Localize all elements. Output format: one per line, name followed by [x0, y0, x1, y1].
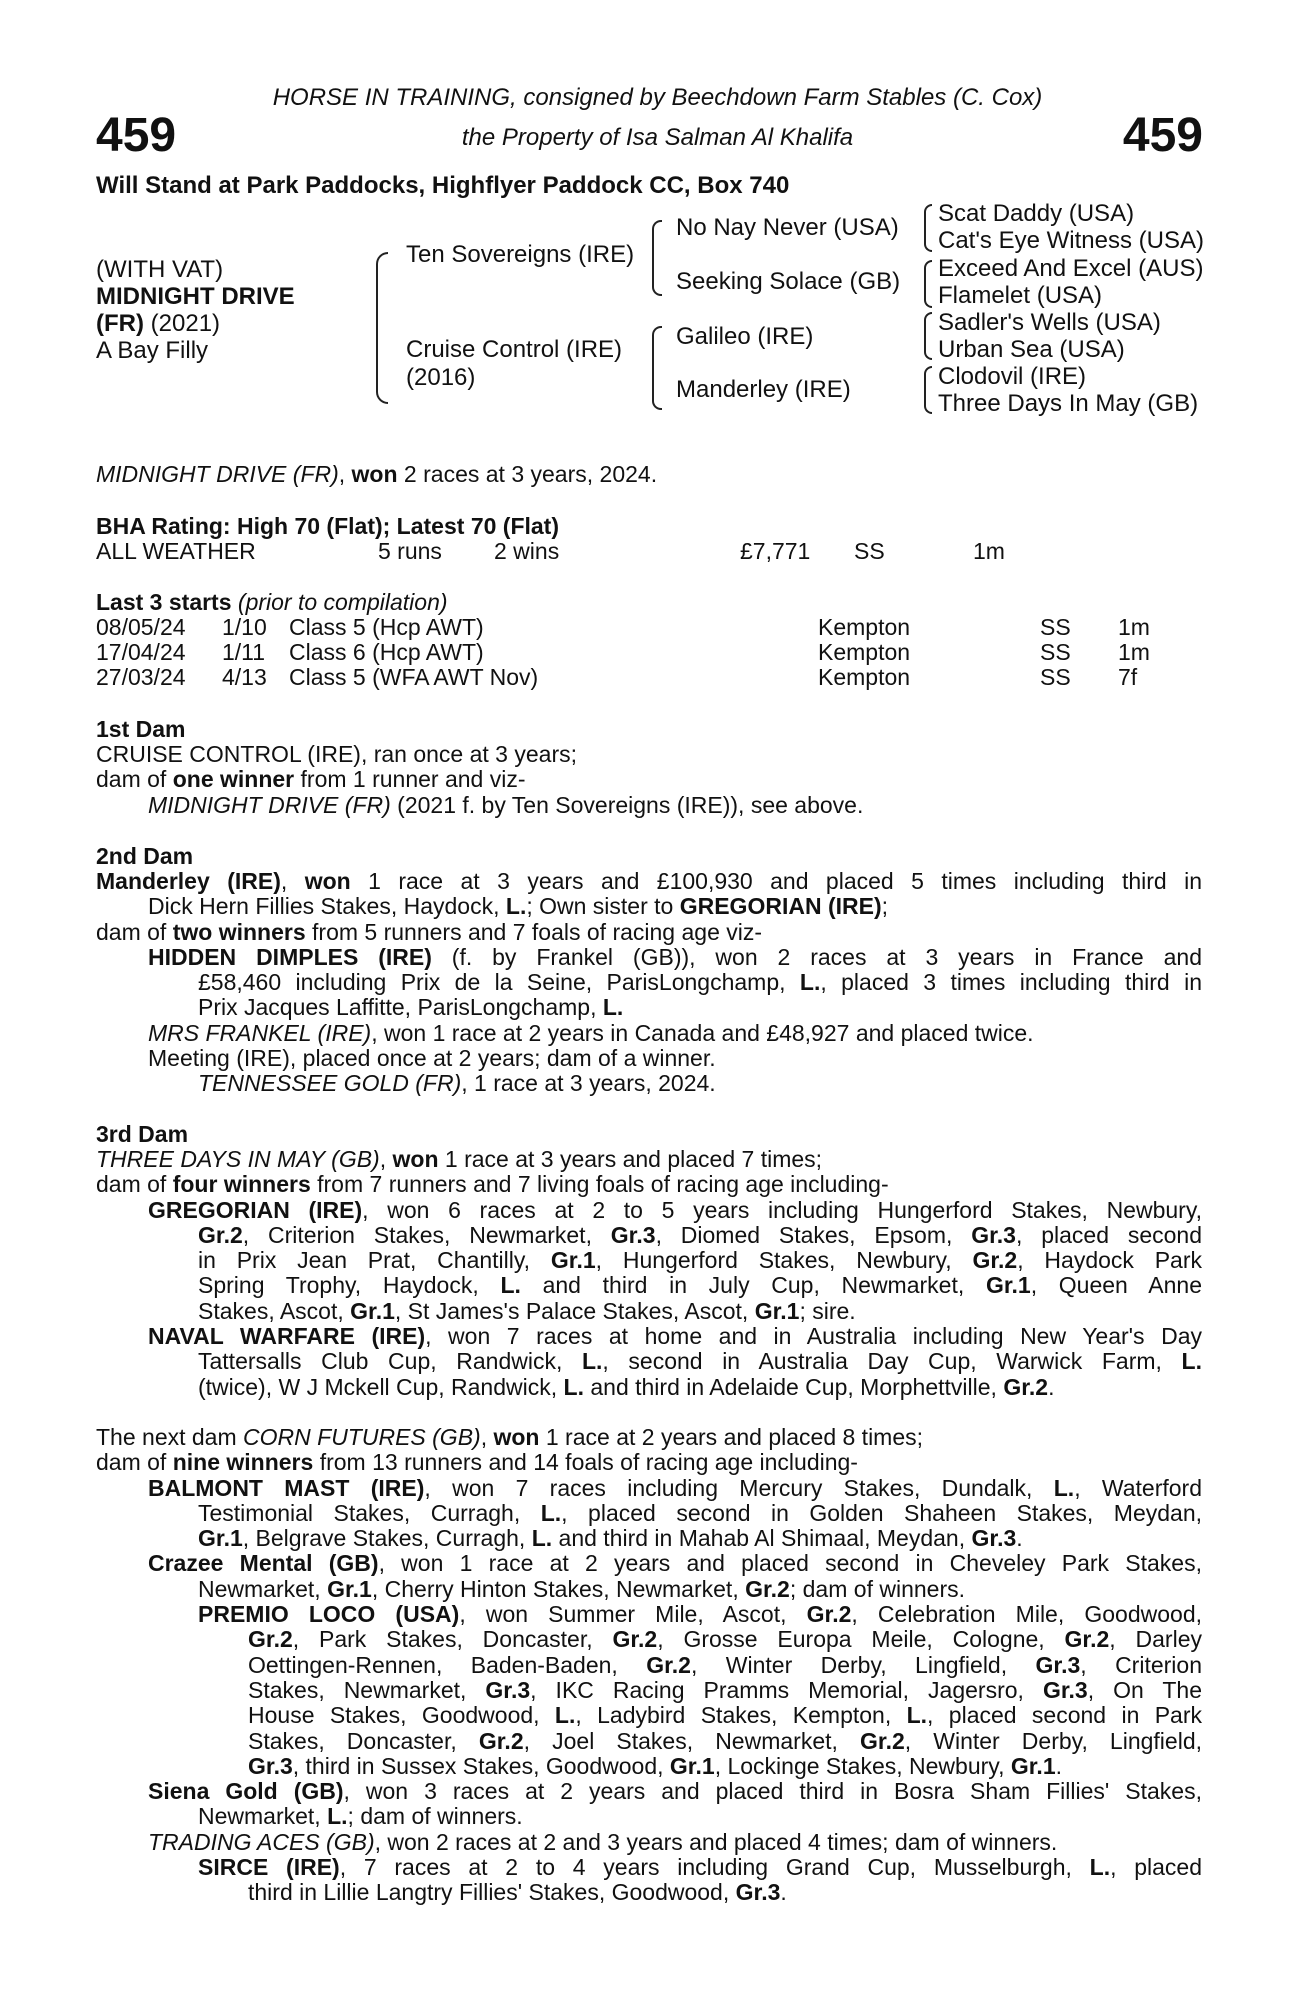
text-line: Dick Hern Fillies Stakes, Haydock, L.; Own sister to GREGORIAN (IRE); — [148, 893, 888, 920]
dss: Sadler's Wells (USA) — [938, 309, 1161, 336]
sire-sire: No Nay Never (USA) — [676, 214, 899, 241]
first-dam-foal: MIDNIGHT DRIVE (FR) (2021 f. by Ten Sovereigns (IRE)), see above. — [148, 792, 864, 818]
rating-earnings: £7,771 — [740, 538, 811, 564]
text-line: THREE DAYS IN MAY (GB), won 1 race at 3 years and placed 7 times; — [96, 1146, 823, 1172]
sire-dam: Seeking Solace (GB) — [676, 268, 901, 295]
second-dam-title: 2nd Dam — [96, 843, 194, 869]
text-line: Gr.2, Park Stakes, Doncaster, Gr.2, Grosse Europa Meile, Cologne, Gr.2, Darley — [248, 1626, 1202, 1653]
text-line: TRADING ACES (GB), won 2 races at 2 and 3 years and placed 4 times; dam of winners. — [148, 1828, 1058, 1855]
dam-sire: Galileo (IRE) — [676, 323, 814, 350]
start-course: Kempton — [818, 664, 911, 690]
start-pos: 1/10 — [222, 614, 267, 640]
text-line: Stakes, Newmarket, Gr.3, IKC Racing Pramms Memorial, Jagersro, Gr.3, On The — [248, 1676, 1202, 1703]
text-line: Testimonial Stakes, Curragh, L., placed second in Golden Shaheen Stakes, Meydan, — [198, 1499, 1203, 1526]
rating-going: SS — [854, 538, 885, 564]
text-line: third in Lillie Langtry Fillies' Stakes, Goodwood, Gr.3. — [248, 1879, 787, 1906]
dsd: Urban Sea (USA) — [938, 336, 1125, 363]
start-date: 08/05/24 — [96, 614, 186, 640]
start-going: SS — [1040, 664, 1071, 690]
dam-year: (2016) — [406, 364, 476, 391]
lot-number-left: 459 — [96, 109, 177, 162]
first-dam-title: 1st Dam — [96, 716, 186, 742]
rating-runs: 5 runs — [378, 538, 442, 564]
start-dist: 1m — [1118, 639, 1150, 665]
ddd: Three Days In May (GB) — [938, 390, 1199, 417]
start-race: Class 6 (Hcp AWT) — [289, 639, 484, 665]
rating-distance: 1m — [973, 538, 1005, 564]
start-race: Class 5 (WFA AWT Nov) — [289, 664, 539, 690]
start-pos: 4/13 — [222, 664, 267, 690]
last-starts-title: Last 3 starts (prior to compilation) — [96, 589, 448, 615]
start-dist: 1m — [1118, 614, 1150, 640]
start-date: 27/03/24 — [96, 664, 186, 690]
start-dist: 7f — [1118, 664, 1138, 690]
start-going: SS — [1040, 614, 1071, 640]
text-line: House Stakes, Goodwood, L., Ladybird Stakes, Kempton, L., placed second in Park — [248, 1702, 1203, 1729]
text-line: dam of four winners from 7 runners and 7 living foals of racing age including- — [96, 1171, 889, 1198]
ssd: Cat's Eye Witness (USA) — [938, 227, 1204, 254]
text-line: TENNESSEE GOLD (FR), 1 race at 3 years, 2024. — [198, 1070, 716, 1097]
dds: Clodovil (IRE) — [938, 363, 1087, 390]
dam: Cruise Control (IRE) — [406, 336, 623, 363]
start-date: 17/04/24 — [96, 639, 186, 665]
text-line: Gr.1, Belgrave Stakes, Curragh, L. and third in Mahab Al Shimaal, Meydan, Gr.3. — [198, 1525, 1023, 1552]
brace-sire — [652, 220, 662, 296]
first-dam-produce: dam of one winner from 1 runner and viz- — [96, 766, 526, 792]
brace-sd — [924, 260, 932, 308]
next-dam-text — [96, 1425, 1202, 1906]
text-line: Meeting (IRE), placed once at 2 years; dam of a winner. — [148, 1045, 716, 1072]
third-dam-text — [96, 1147, 1202, 1400]
text-line: GREGORIAN (IRE), won 6 races at 2 to 5 years including Hungerford Stakes, Newbury, — [148, 1196, 1202, 1223]
sdd: Flamelet (USA) — [938, 282, 1103, 309]
text-line: Siena Gold (GB), won 3 races at 2 years and placed third in Bosra Sham Fillies' Stakes, — [148, 1778, 1202, 1805]
lot-number-right: 459 — [1122, 109, 1203, 162]
text-line: Spring Trophy, Haydock, L. and third in July Cup, Newmarket, Gr.1, Queen Anne — [198, 1272, 1202, 1299]
horse-name: MIDNIGHT DRIVE — [96, 283, 295, 310]
second-dam-text — [96, 869, 1202, 1097]
text-line: Gr.3, third in Sussex Stakes, Goodwood, Gr.1, Lockinge Stakes, Newbury, Gr.1. — [248, 1752, 1063, 1779]
start-course: Kempton — [818, 614, 911, 640]
text-line: in Prix Jean Prat, Chantilly, Gr.1, Hungerford Stakes, Newbury, Gr.2, Haydock Park — [198, 1247, 1202, 1274]
brace-dd — [924, 366, 932, 414]
text-line: Oettingen-Rennen, Baden-Baden, Gr.2, Winter Derby, Lingfield, Gr.3, Criterion — [248, 1651, 1202, 1678]
first-dam-line: CRUISE CONTROL (IRE), ran once at 3 years; — [96, 741, 578, 767]
sss: Scat Daddy (USA) — [938, 200, 1135, 227]
text-line: NAVAL WARFARE (IRE), won 7 races at home and in Australia including New Year's Day — [148, 1323, 1202, 1350]
rating-surface: ALL WEATHER — [96, 538, 256, 564]
start-pos: 1/11 — [222, 639, 266, 665]
text-line: The next dam CORN FUTURES (GB), won 1 race at 2 years and placed 8 times; — [96, 1424, 924, 1450]
vat-note: (WITH VAT) — [96, 256, 224, 283]
text-line: dam of nine winners from 13 runners and 14 foals of racing age including- — [96, 1449, 858, 1476]
brace-horse — [376, 252, 388, 404]
text-line: Manderley (IRE), won 1 race at 3 years and £100,930 and placed 5 times including third in — [96, 868, 1203, 894]
rating-wins: 2 wins — [494, 538, 560, 564]
sds: Exceed And Excel (AUS) — [938, 255, 1204, 282]
text-line: Newmarket, L.; dam of winners. — [198, 1803, 523, 1830]
brace-ss — [924, 204, 932, 252]
text-line: £58,460 including Prix de la Seine, ParisLongchamp, L., placed 3 times including third in — [198, 969, 1202, 996]
text-line: Gr.2, Criterion Stakes, Newmarket, Gr.3, Diomed Stakes, Epsom, Gr.3, placed second — [198, 1221, 1202, 1248]
horse-sex: A Bay Filly — [96, 337, 209, 364]
text-line: SIRCE (IRE), 7 races at 2 to 4 years including Grand Cup, Musselburgh, L., placed — [198, 1854, 1203, 1881]
dam-dam: Manderley (IRE) — [676, 376, 851, 403]
third-dam-title: 3rd Dam — [96, 1121, 189, 1147]
text-line: PREMIO LOCO (USA), won Summer Mile, Ascot, Gr.2, Celebration Mile, Goodwood, — [198, 1601, 1203, 1628]
sire: Ten Sovereigns (IRE) — [406, 241, 635, 268]
start-going: SS — [1040, 639, 1071, 665]
race-summary: MIDNIGHT DRIVE (FR), won 2 races at 3 years, 2024. — [96, 461, 658, 487]
brace-ds — [924, 312, 932, 360]
consignment-line: HORSE IN TRAINING, consigned by Beechdown Farm Stables (C. Cox) — [272, 84, 1043, 111]
property-line: the Property of Isa Salman Al Khalifa — [461, 124, 854, 151]
text-line: Newmarket, Gr.1, Cherry Hinton Stakes, Newmarket, Gr.2; dam of winners. — [198, 1575, 965, 1602]
start-course: Kempton — [818, 639, 911, 665]
text-line: HIDDEN DIMPLES (IRE) (f. by Frankel (GB)), won 2 races at 3 years in France and — [148, 943, 1202, 970]
stand-location: Will Stand at Park Paddocks, Highflyer Paddock CC, Box 740 — [96, 172, 790, 199]
text-line: (twice), W J Mckell Cup, Randwick, L. and third in Adelaide Cup, Morphettville, Gr.2. — [198, 1373, 1055, 1400]
text-line: MRS FRANKEL (IRE), won 1 race at 2 years in Canada and £48,927 and placed twice. — [148, 1019, 1034, 1046]
text-line: dam of two winners from 5 runners and 7 foals of racing age viz- — [96, 918, 763, 945]
text-line: Stakes, Doncaster, Gr.2, Joel Stakes, Newmarket, Gr.2, Winter Derby, Lingfield, — [248, 1727, 1202, 1754]
horse-origin-year: (FR) (2021) — [96, 310, 221, 337]
text-line: Prix Jacques Laffitte, ParisLongchamp, L. — [198, 994, 624, 1021]
text-line: Stakes, Ascot, Gr.1, St James's Palace Stakes, Ascot, Gr.1; sire. — [198, 1297, 856, 1324]
text-line: BALMONT MAST (IRE), won 7 races including Mercury Stakes, Dundalk, L., Waterford — [148, 1474, 1202, 1501]
start-race: Class 5 (Hcp AWT) — [289, 614, 484, 640]
bha-rating: BHA Rating: High 70 (Flat); Latest 70 (Flat) — [96, 513, 559, 539]
text-line: Crazee Mental (GB), won 1 race at 2 years and placed second in Cheveley Park Stakes, — [148, 1550, 1202, 1577]
brace-dam — [652, 326, 662, 410]
text-line: Tattersalls Club Cup, Randwick, L., second in Australia Day Cup, Warwick Farm, L. — [198, 1348, 1202, 1375]
